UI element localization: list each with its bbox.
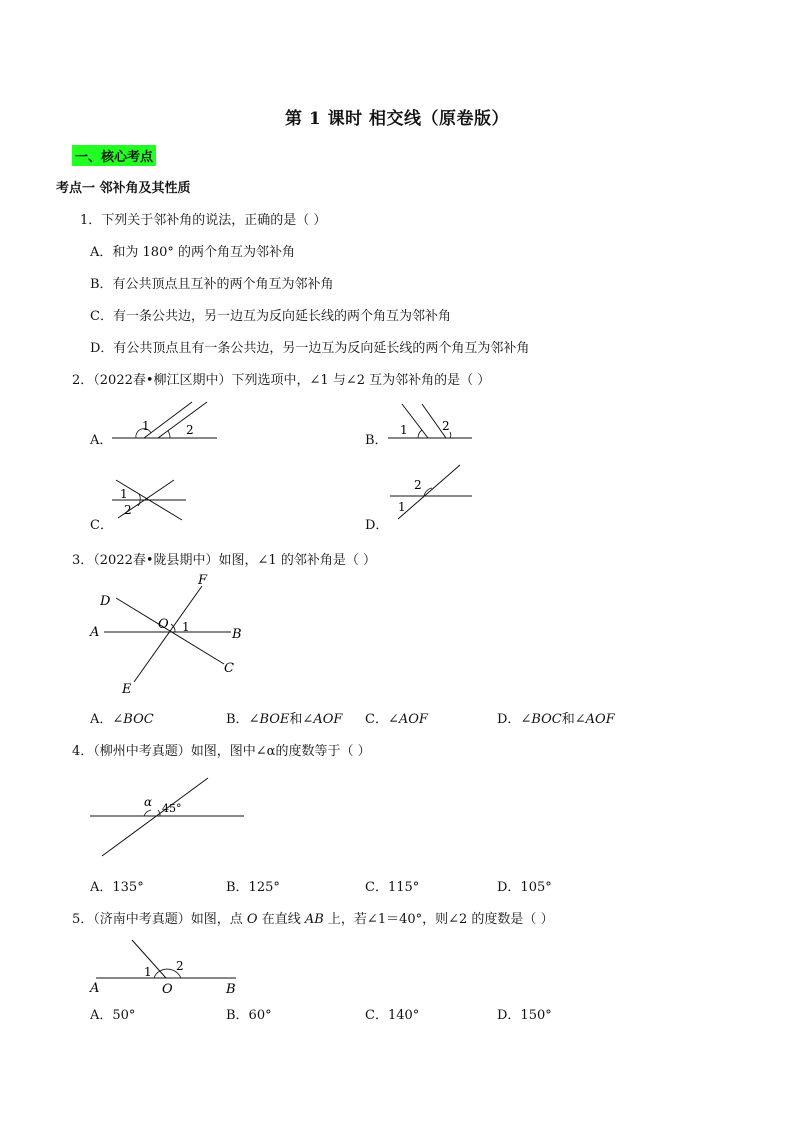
q2-option-a-label: A． [90,433,113,448]
q5-label-b: B [226,982,236,996]
q2c-label-1: 1 [120,487,128,501]
topic-heading: 考点一 邻补角及其性质 [56,181,191,196]
q2-figure-d [390,463,472,521]
q2-option-b-label: B． [365,433,388,448]
q5-option-d: D．150° [497,1008,552,1023]
q3-stem: 3．（2022春•陇县期中）如图，∠1 的邻补角是（ ） [72,553,376,568]
q1-option-b: B．有公共顶点且互补的两个角互为邻补角 [90,277,334,292]
q2c-label-2: 2 [124,503,132,517]
q2d-label-2: 2 [414,478,422,492]
q2-figure-c [112,476,190,522]
q3-label-c: C [224,661,234,676]
q4-option-d: D．105° [497,880,552,895]
q1-option-a: A．和为 180° 的两个角互为邻补角 [90,245,295,260]
q4-option-c: C．115° [365,880,420,895]
q5-option-a: A．50° [90,1008,136,1023]
q4-figure [88,776,246,860]
q3-label-o: O [158,617,169,632]
q4-label-alpha: α [144,795,153,809]
q1-option-c: C．有一条公共边，另一边互为反向延长线的两个角互为邻补角 [90,309,451,324]
q3-option-c: C．∠AOF [365,712,428,727]
q3-option-d: D．∠BOC和∠AOF [497,712,615,727]
q3-label-f: F [198,573,208,588]
q5-option-b: B．60° [226,1008,272,1023]
q5-label-2: 2 [176,959,184,973]
q5-figure [86,936,244,996]
q5-label-o: O [162,982,173,996]
q3-label-b: B [232,627,242,642]
q2a-label-1: 1 [142,419,150,433]
q2a-label-2: 2 [186,423,194,437]
q2-figure-b [388,402,472,442]
q3-figure [86,570,256,698]
q3-label-1: 1 [182,620,190,634]
q3-label-a: A [90,625,100,640]
q4-label-45: 45° [162,802,182,815]
q5-label-a: A [90,981,100,996]
q2-option-c-label: C． [90,518,113,533]
q4-option-a: A．135° [90,880,144,895]
q3-option-b: B．∠BOE和∠AOF [226,712,343,727]
q2b-label-1: 1 [400,423,408,437]
page-title: 第 1 课时 相交线（原卷版） [284,109,510,129]
q3-label-e: E [122,682,132,697]
q5-option-c: C．140° [365,1008,420,1023]
q2d-label-1: 1 [398,500,406,514]
q5-stem: 5．（济南中考真题）如图，点 O 在直线 AB 上，若∠1＝40°，则∠2 的度数是（ ） [72,912,554,927]
q3-option-a: A．∠BOC [90,712,154,727]
q4-stem: 4．（柳州中考真题）如图，图中∠α的度数等于（ ） [72,744,371,759]
q1-option-d: D．有公共顶点且有一条公共边，另一边互为反向延长线的两个角互为邻补角 [90,341,530,356]
q5-label-1: 1 [144,965,152,979]
q2b-label-2: 2 [442,419,450,433]
q2-figure-a [112,398,217,446]
q2-stem: 2．（2022春•柳江区期中）下列选项中，∠1 与∠2 互为邻补角的是（ ） [72,373,491,388]
section-heading: 一、核心考点 [72,145,156,166]
q3-label-d: D [100,594,111,609]
q4-option-b: B．125° [226,880,280,895]
q1-stem: 1．下列关于邻补角的说法，正确的是（ ） [80,213,327,228]
q2-option-d-label: D． [365,518,389,533]
